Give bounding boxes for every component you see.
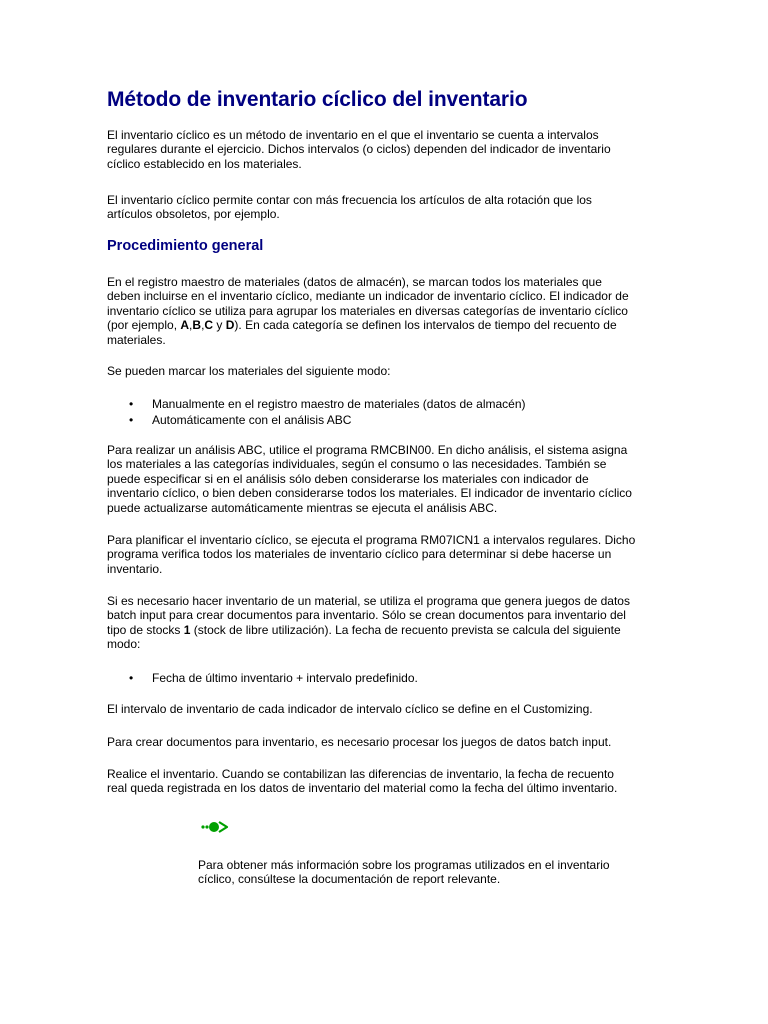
paragraph-batch-input: Si es necesario hacer inventario de un material, se utiliza el programa que genera juegos de datos batch input para crear documentos para inventario. Sólo se crean documentos para inventario del tipo de stocks 1 (stock de libre utilización). La fecha de recuento prevista se calcula del siguiente modo: <box>107 594 630 652</box>
section-title: Procedimiento general <box>107 238 264 254</box>
category-a: A <box>180 318 190 333</box>
category-d: D <box>225 318 235 333</box>
paragraph-create-documents: Para crear documentos para inventario, es necesario procesar los juegos de datos batch input. <box>107 735 612 749</box>
sap-note-arrow-icon <box>199 819 231 835</box>
category-c: C <box>204 318 214 333</box>
modes-list <box>107 396 667 428</box>
list-item: • Manualmente en el registro maestro de materiales (datos de almacén) <box>107 396 667 412</box>
intro-paragraph-1: El inventario cíclico es un método de inventario en el que el inventario se cuenta a intervalos regulares durante el ejercicio. Dichos intervalos (o ciclos) dependen del indicador de inventario cíclico establecido en los materiales. <box>107 128 611 171</box>
page-title: Método de inventario cíclico del inventario <box>107 88 528 111</box>
intro-paragraph-2: El inventario cíclico permite contar con más frecuencia los artículos de alta rotación que los artículos obsoletos, por ejemplo. <box>107 193 592 222</box>
stock-type: 1 <box>183 622 191 637</box>
formula-list <box>107 670 667 686</box>
paragraph-marking: En el registro maestro de materiales (datos de almacén), se marcan todos los materiales que deben incluirse en el inventario cíclico, mediante un indicador de inventario cíclico. El indicador de inventario cíclico se utiliza para agrupar los materiales en diversas categorías de inventario cíclico (por ejemplo, A,B,C y D). En cada categoría se definen los intervalos de tiempo del recuento de materiales. <box>107 275 667 347</box>
paragraph-perform-inventory: Realice el inventario. Cuando se contabilizan las diferencias de inventario, la fecha de recuento real queda registrada en los datos de inventario del material como la fecha del último inventario. <box>107 767 618 796</box>
paragraph-modes-intro: Se pueden marcar los materiales del siguiente modo: <box>107 364 391 378</box>
paragraph-abc-analysis: Para realizar un análisis ABC, utilice el programa RMCBIN00. En dicho análisis, el sistema asigna los materiales a las categorías individuales, según el consumo o las necesidades. También se puede especificar si en el análisis sólo deben considerarse los materiales con indicador de inventario cíclico, o bien deben considerarse todos los materiales. El indicador de inventario cíclico puede actualizarse automáticamente mientras se ejecuta el análisis ABC. <box>107 443 632 515</box>
note-text: Para obtener más información sobre los programas utilizados en el inventario cíclico, consúltese la documentación de report relevante. <box>198 858 610 887</box>
paragraph-customizing: El intervalo de inventario de cada indicador de intervalo cíclico se define en el Customizing. <box>107 702 593 716</box>
list-item: • Automáticamente con el análisis ABC <box>107 412 667 428</box>
list-item: • Fecha de último inventario + intervalo predefinido. <box>107 670 667 686</box>
paragraph-marking-line-categories: (por ejemplo, A,B,C y D). En cada categoría se definen los intervalos de tiempo del recuento de <box>107 318 617 333</box>
category-b: B <box>192 318 202 333</box>
paragraph-planning: Para planificar el inventario cíclico, se ejecuta el programa RM07ICN1 a intervalos regulares. Dicho programa verifica todos los materiales de inventario cíclico para determinar si debe hacerse un inventario. <box>107 533 636 576</box>
